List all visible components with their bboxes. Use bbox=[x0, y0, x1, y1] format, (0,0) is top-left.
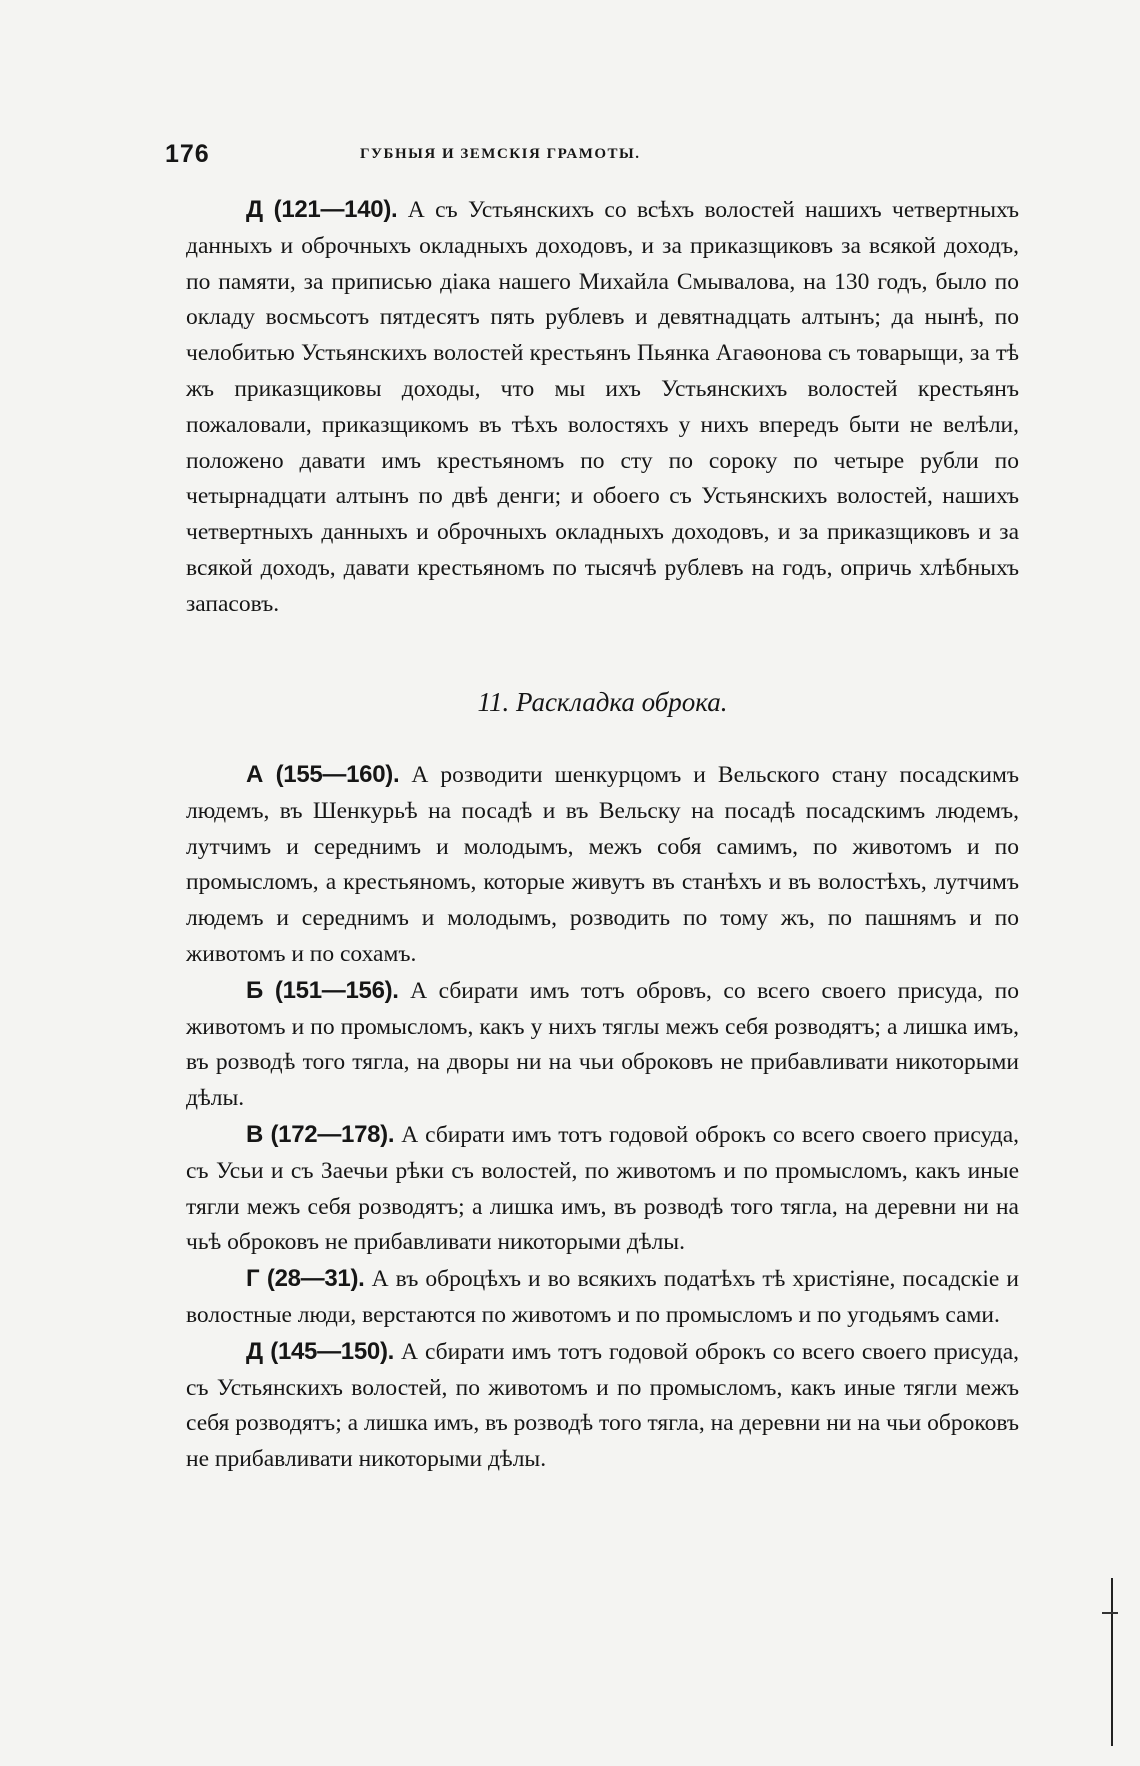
margin-scan-tick bbox=[1102, 1612, 1118, 1614]
paragraph-d1 bbox=[186, 192, 1019, 623]
paragraph-b bbox=[186, 973, 1019, 1117]
margin-scan-line bbox=[1111, 1578, 1113, 1746]
running-head bbox=[165, 140, 775, 174]
section-title: 11. Раскладка оброка. bbox=[477, 687, 728, 717]
paragraph-d1-text: А съ Устьянскихъ со всѣхъ волостей нашихъ четвертныхъ данныхъ и оброчныхъ окладныхъ доходовъ, и за приказщиковъ за всякой доходъ, по памяти, за приписью діака нашего Михайла Смывалова, на 130 годъ, было по окладу восмьсотъ пятдесятъ пять рублевъ и девятнадцать алтынъ; да нынѣ, по челобитью Устьянскихъ волостей крестьянъ Пьянка Агаѳонова съ товарыщи, за тѣ жъ приказщиковы доходы, что мы ихъ Устьянскихъ волостей крестьянъ пожаловали, приказщикомъ въ тѣхъ волостяхъ у нихъ впередъ быти не велѣли, положено давати имъ крестьяномъ по сту по сороку по четыре рубли по четырнадцати алтынъ по двѣ денги; и обоего съ Устьянскихъ волостей, нашихъ четвертныхъ данныхъ и оброчныхъ окладныхъ доходовъ, и за приказщиковъ и за всякой доходъ, давати крестьяномъ по тысячѣ рублевъ на годъ, опричь хлѣбныхъ запасовъ. bbox=[186, 197, 1019, 617]
paragraph-v bbox=[186, 1117, 1019, 1261]
paragraph-g bbox=[186, 1261, 1019, 1334]
siglum-d1: Д (121—140). bbox=[246, 196, 398, 223]
paragraph-a-text: А розводити шенкурцомъ и Вельского стану посадскимъ людемъ, въ Шенкурьѣ на посадѣ и въ Вельску на посадѣ посадскимъ людемъ, лутчимъ и середнимъ и молодымъ, межъ собя самимъ, по животомъ и по промысломъ, а крестьяномъ, которые живутъ въ станѣхъ и въ волостѣхъ, лутчимъ людемъ и середнимъ и молодымъ, розводить по тому жъ, по пашнямъ и по животомъ и по сохамъ. bbox=[186, 762, 1019, 967]
siglum-a: А (155—160). bbox=[246, 761, 400, 788]
siglum-g: Г (28—31). bbox=[246, 1265, 365, 1293]
siglum-d2: Д (145—150). bbox=[246, 1337, 395, 1365]
paragraph-b-text: А сбирати имъ тотъ обровъ, со всего своего присуда, по животомъ и по промысломъ, какъ у нихъ тяглы межъ себя розводятъ; а лишка имъ, въ розводѣ того тягла, на дворы ни на чьи оброковъ не прибавливати никоторыми дѣлы. bbox=[186, 977, 1019, 1112]
paragraph-v-text: А сбирати имъ тотъ годовой оброкъ со всего своего присуда, съ Усьи и съ Заечьи рѣки съ волостей, по животомъ и по промысломъ, какъ иные тягли межъ себя розводятъ; а лишка имъ, въ розводѣ того тягла, на деревни ни на чьѣ оброковъ не прибавливати никоторыми дѣлы. bbox=[186, 1121, 1020, 1256]
paragraph-g-text: А въ оброцѣхъ и во всякихъ податѣхъ тѣ христіяне, посадскіе и волостные люди, верстаются по животомъ и по промысломъ и по угодьямъ сами. bbox=[186, 1266, 1020, 1328]
paragraph-d2-text: А сбирати имъ тотъ годовой оброкъ со всего своего присуда, съ Устьянскихъ волостей, по животомъ и по промысломъ, какъ иные тягли межъ себя розводятъ; а лишка имъ, въ розводѣ того тягла, на деревни ни на чьи оброковъ не прибавливати никоторыми дѣлы. bbox=[186, 1338, 1020, 1473]
running-title: ГУБНЫЯ И ЗЕМСКІЯ ГРАМОТЫ. bbox=[360, 146, 641, 162]
paragraph-d2 bbox=[186, 1334, 1019, 1478]
text-block-d1 bbox=[186, 192, 1019, 623]
text-block-main bbox=[186, 757, 1019, 1478]
siglum-b: Б (151—156). bbox=[246, 976, 399, 1004]
page-number: 176 bbox=[165, 140, 210, 168]
paragraph-a bbox=[186, 757, 1019, 973]
siglum-v: В (172—178). bbox=[246, 1120, 395, 1148]
